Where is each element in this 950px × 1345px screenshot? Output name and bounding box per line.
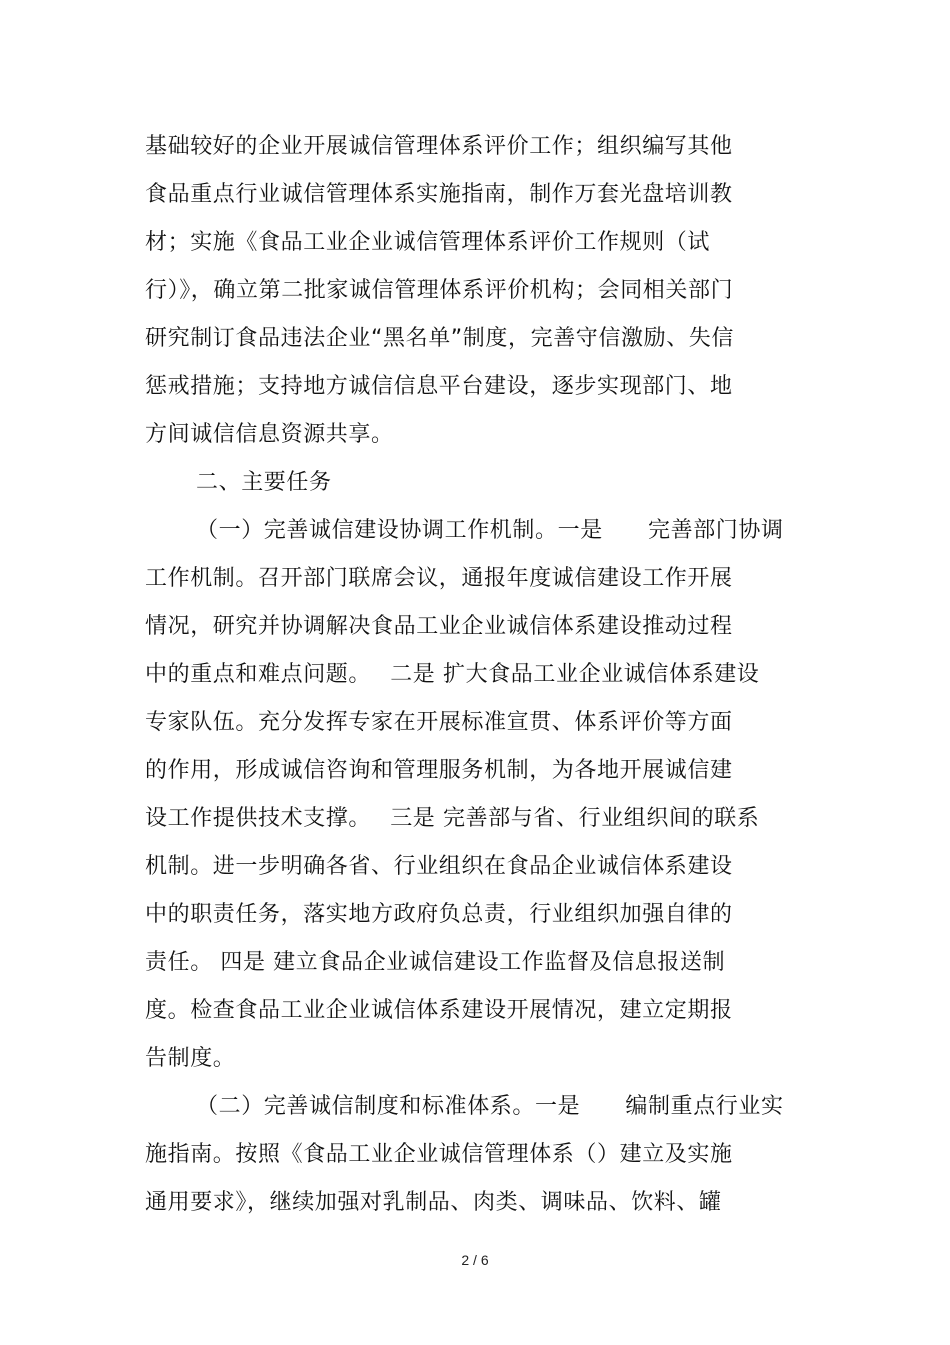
paragraph-line: 通用要求》，继续加强对乳制品、肉类、调味品、饮料、罐 xyxy=(145,1190,722,1215)
paragraph-line: 材；实施《食品工业企业诚信管理体系评价工作规则（试 xyxy=(145,230,711,255)
paragraph-line: 中的重点和难点问题。 二是 扩大食品工业企业诚信体系建设 xyxy=(145,662,760,687)
paragraph-line: 中的职责任务，落实地方政府负总责，行业组织加强自律的 xyxy=(145,902,733,927)
paragraph-line: 施指南。按照《食品工业企业诚信管理体系（）建立及实施 xyxy=(145,1142,733,1167)
paragraph-line: 行）》，确立第二批家诚信管理体系评价机构；会同相关部门 xyxy=(145,278,734,303)
paragraph-line: 责任。 四是 建立食品企业诚信建设工作监督及信息报送制 xyxy=(145,950,726,975)
section-heading: 二、主要任务 xyxy=(196,470,332,495)
subsection-heading-line: （二）完善诚信制度和标准体系。一是 编制重点行业实 xyxy=(196,1094,784,1119)
page-number: 2 / 6 xyxy=(461,1252,489,1268)
paragraph-line: 研究制订食品违法企业“黑名单”制度，完善守信激励、失信 xyxy=(145,326,734,351)
paragraph-line: 情况，研究并协调解决食品工业企业诚信体系建设推动过程 xyxy=(145,614,733,639)
paragraph-line: 方间诚信信息资源共享。 xyxy=(145,422,394,447)
paragraph-line: 食品重点行业诚信管理体系实施指南，制作万套光盘培训教 xyxy=(145,182,733,207)
paragraph-line: 专家队伍。充分发挥专家在开展标准宣贯、体系评价等方面 xyxy=(145,710,733,735)
paragraph-line: 设工作提供技术支撑。 三是 完善部与省、行业组织间的联系 xyxy=(145,806,760,831)
paragraph-line: 的作用，形成诚信咨询和管理服务机制，为各地开展诚信建 xyxy=(145,758,733,783)
paragraph-line: 基础较好的企业开展诚信管理体系评价工作；组织编写其他 xyxy=(145,134,733,159)
subsection-heading-line: （一）完善诚信建设协调工作机制。一是 完善部门协调 xyxy=(196,518,784,543)
paragraph-line: 告制度。 xyxy=(145,1046,236,1071)
paragraph-line: 惩戒措施；支持地方诚信信息平台建设，逐步实现部门、地 xyxy=(145,374,733,399)
paragraph-line: 度。检查食品工业企业诚信体系建设开展情况，建立定期报 xyxy=(145,998,733,1023)
paragraph-line: 工作机制。召开部门联席会议，通报年度诚信建设工作开展 xyxy=(145,566,733,591)
paragraph-line: 机制。进一步明确各省、行业组织在食品企业诚信体系建设 xyxy=(145,854,733,879)
